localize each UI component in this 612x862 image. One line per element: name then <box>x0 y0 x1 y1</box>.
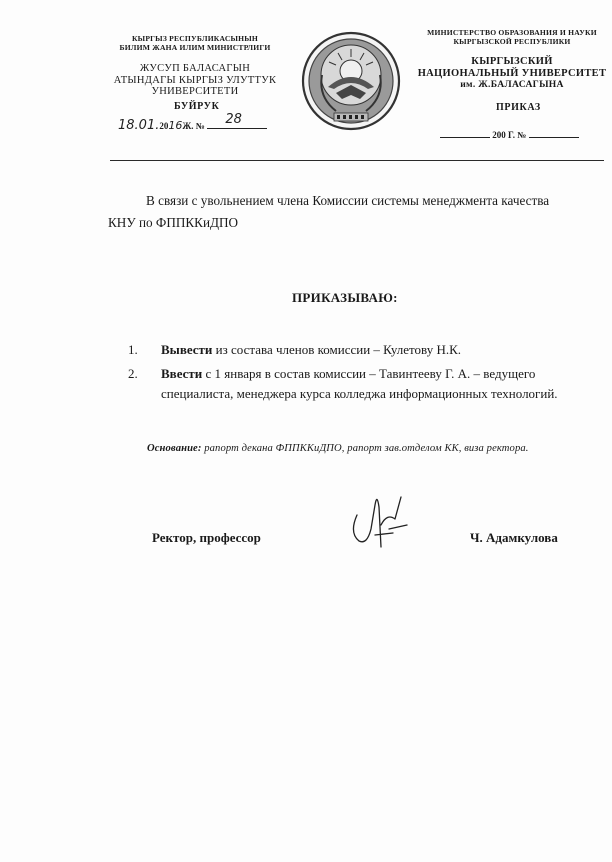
signatory-position: Ректор, профессор <box>152 530 261 545</box>
intro-line-2: КНУ по ФППККиДПО <box>108 215 239 230</box>
orders-heading: ПРИКАЗЫВАЮ: <box>292 290 398 305</box>
header-left-date-line <box>118 112 267 133</box>
header-right <box>412 28 612 113</box>
header-right-ministry-2: КЫРГЫЗСКОЙ РЕСПУБЛИКИ <box>453 37 571 46</box>
order-items-list <box>128 340 588 408</box>
list-item <box>128 364 588 404</box>
header-left-university-2: АТЫНДАГЫ КЫРГЫЗ УЛУТТУК <box>113 74 277 86</box>
basis-label: Основание: <box>147 443 202 454</box>
right-date-underline <box>440 127 490 138</box>
handwritten-signature <box>345 485 413 555</box>
header-left-country: КЫРГЫЗ РЕСПУБЛИКАСЫНЫН <box>131 34 259 43</box>
signatory-name: Ч. Адамкулова <box>470 530 558 545</box>
header-right-university-1: КЫРГЫЗСКИЙ <box>471 56 553 67</box>
intro-paragraph <box>108 190 588 234</box>
handwritten-date: 18.01. <box>118 118 160 133</box>
basis-line <box>147 443 597 454</box>
intro-line-1: В связи с увольнением члена Комиссии системы менеджмента качества <box>146 193 550 208</box>
header-left-order-title: БУЙРУК <box>174 101 220 112</box>
header-left <box>100 34 290 112</box>
header-right-order-title: ПРИКАЗ <box>496 102 541 113</box>
list-item-number: 1. <box>128 342 138 357</box>
header-left-university-3: УНИВЕРСИТЕТИ <box>151 86 239 97</box>
year-suffix: Ж. № <box>182 121 205 131</box>
handwritten-year: 16 <box>168 119 183 132</box>
list-item-text: из состава членов комиссии – Кулетову Н.К. <box>212 342 462 357</box>
header-right-university-3: им. Ж.БАЛАСАГЫНА <box>460 79 564 90</box>
header-left-university-1: ЖУСУП БАЛАСАГЫН <box>139 63 251 74</box>
year-prefix: 20 <box>159 121 169 131</box>
list-item <box>128 340 588 360</box>
list-item-text: с 1 января в состав комиссии – Тавинтееву Г. А. – ведущего специалиста, менеджера курса колледжа информационных технологий. <box>161 366 558 401</box>
basis-text: рапорт декана ФППККиДПО, рапорт зав.отделом КК, виза ректора. <box>201 443 529 454</box>
header-divider <box>110 160 604 161</box>
right-number-underline <box>529 127 579 138</box>
header-right-ministry-1: МИНИСТЕРСТВО ОБРАЗОВАНИЯ И НАУКИ <box>427 28 597 37</box>
header-right-university-2: НАЦИОНАЛЬНЫЙ УНИВЕРСИТЕТ <box>417 67 607 79</box>
list-item-verb: Вывести <box>161 342 213 357</box>
list-item-verb: Ввести <box>161 366 203 381</box>
state-emblem-seal <box>300 27 402 135</box>
right-date-text: 200 Г. № <box>492 130 527 140</box>
header-left-ministry: БИЛИМ ЖАНА ИЛИМ МИНИСТРЛИГИ <box>119 43 271 52</box>
list-item-number: 2. <box>128 366 138 381</box>
number-underline <box>207 112 267 129</box>
header-right-date-line <box>440 127 579 140</box>
handwritten-number: 28 <box>225 112 242 127</box>
